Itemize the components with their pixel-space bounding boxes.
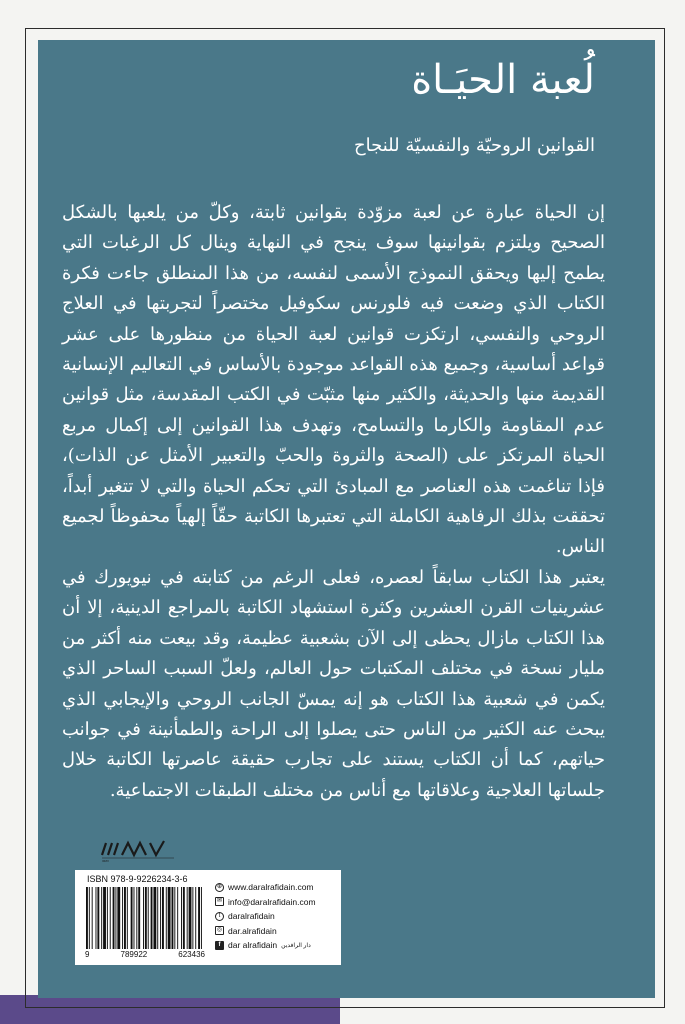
barcode-bar <box>198 887 200 949</box>
barcode-bar <box>187 887 188 949</box>
barcode-bar <box>113 887 115 949</box>
instagram-icon: ◎ <box>216 927 223 934</box>
barcode-bar <box>201 887 202 949</box>
globe-icon: ⊕ <box>216 883 223 890</box>
blurb-paragraph-1: إن الحياة عبارة عن لعبة مزوّدة بقوانين ثابتة، وكلّ من يلعبها بالشكل الصحيح ويلتزم بقوانينها سوف ينجح في النهاية وينال كل الرغبات التي يطمح إليها ويحقق النموذج الأسمى لنفسه، من هذا المنطلق جاءت فكرة الكتاب الذي وضعت فيه فلورنس سكوفيل مختصراً لتجربتها في العلاج الروحي والنفسي، ارتكزت قوانين لعبة الحياة من منظورها على عشر قواعد أساسية، وجميع هذه القواعد موجودة بالأساس في التعاليم الإنسانية القديمة منها والحديثة، والكثير منها مثبّت في الكتب المقدسة، مثل قوانين عدم المقاومة والكارما والتسامح، وتهدف هذا القوانين إلى إكمال مربع الحياة المرتكز على (الصحة والثروة والحبّ والتعبير الأمثل عن الذات)، فإذا تناغمت هذه العناصر مع المبادئ التي تحكم الحياة والتي لا تتغير أبداً، تحققت بذلك الرفاهية الكاملة التي تعتبرها الكاتبة حقّاً إلهياً محفوظاً لجميع الناس. <box>62 202 605 558</box>
publisher-logo-text: IIIMV <box>102 859 110 863</box>
barcode-bar <box>107 887 108 949</box>
contact-email <box>215 895 339 910</box>
blurb-paragraph-2: يعتبر هذا الكتاب سابقاً لعصره، فعلى الرغم من كتابته في نيويورك في عشرينيات القرن العشرين وكثرة استشهاد الكاتبة بالمراجع الدينية، إلا أن هذا الكتاب مازال يحظى إلى الآن بشعبية عظيمة، وقد بيعت منه أكثر من مليار نسخة في مختلف المكتبات حول العالم، ولعلّ السبب الساحر الذي يكمن في شعبية هذا الكتاب هو إنه يمسّ الجانب الروحي والإيجابي الذي يبحث عنه الكثير من الناس حتى يصلوا إلى الراحة والطمأنينة في جوانب حياتهم، كما أن الكتاب يستند على تجارب حقيقة عاصرتها الكاتبة خلال جلساتها العلاجية وعلاقاتها مع أناس من مختلف الطبقات الاجتماعية. <box>62 566 605 801</box>
barcode-bar <box>174 887 175 949</box>
facebook-text: dar alrafidain <box>228 940 278 951</box>
contact-twitter <box>215 909 339 924</box>
barcode-digit-group: 623436 <box>178 950 205 959</box>
website-text: www.daralrafidain.com <box>228 882 314 893</box>
twitter-icon: t <box>215 912 224 921</box>
book-subtitle: القوانين الروحيّة والنفسيّة للنجاح <box>354 135 595 156</box>
barcode-bar <box>92 887 93 949</box>
barcode-digit-group: 789922 <box>120 950 148 959</box>
instagram-text: dar.alrafidain <box>228 925 277 936</box>
barcode-bar <box>134 887 135 949</box>
mail-icon: ✉ <box>216 898 223 905</box>
barcode-bar <box>110 887 111 949</box>
barcode-bar <box>103 887 106 949</box>
blurb-text <box>62 198 605 806</box>
barcode-bar <box>148 887 149 949</box>
barcode-bar <box>131 887 133 949</box>
barcode-digit-group: 9 <box>85 950 90 959</box>
publisher-logo <box>100 835 180 863</box>
contact-facebook <box>215 938 339 953</box>
barcode-bar <box>181 887 182 949</box>
barcode-digits <box>85 950 205 959</box>
barcode-bar <box>115 887 116 949</box>
barcode-bar <box>124 887 126 949</box>
barcode-bar <box>136 887 137 949</box>
barcode-bar <box>151 887 153 949</box>
barcode-bar <box>145 887 147 949</box>
barcode-bar <box>160 887 161 949</box>
barcode-bar <box>101 887 102 949</box>
barcode-bar <box>195 887 196 949</box>
isbn-contact-box <box>75 870 341 965</box>
barcode-bar <box>189 887 192 949</box>
barcode-bar <box>127 887 128 949</box>
barcode-bar <box>166 887 167 949</box>
barcode-bar <box>177 887 178 949</box>
barcode-bar <box>122 887 123 949</box>
barcode-bar <box>192 887 193 949</box>
facebook-arabic-text: دار الرافدين <box>281 942 311 949</box>
contact-website <box>215 880 339 895</box>
barcode-bar <box>153 887 156 949</box>
barcode-bar <box>172 887 174 949</box>
barcode-bar <box>97 887 99 949</box>
barcode-bar <box>157 887 158 949</box>
barcode-bar <box>143 887 144 949</box>
barcode-bar <box>168 887 171 949</box>
contact-instagram <box>215 924 339 939</box>
twitter-text: daralrafidain <box>228 911 275 922</box>
barcode-bar <box>138 887 140 949</box>
barcode-bar <box>162 887 164 949</box>
barcode-bar <box>86 887 88 949</box>
barcode-bar <box>183 887 185 949</box>
book-title: لُعبة الحيَـاة <box>411 57 595 103</box>
barcode-bar <box>96 887 97 949</box>
barcode-bar <box>117 887 120 949</box>
barcode <box>85 887 203 949</box>
isbn-label: ISBN 978-9-9226234-3-6 <box>87 874 188 884</box>
facebook-icon: f <box>215 941 224 950</box>
email-text: info@daralrafidain.com <box>228 896 316 907</box>
contact-list <box>215 880 339 953</box>
barcode-bar <box>89 887 90 949</box>
